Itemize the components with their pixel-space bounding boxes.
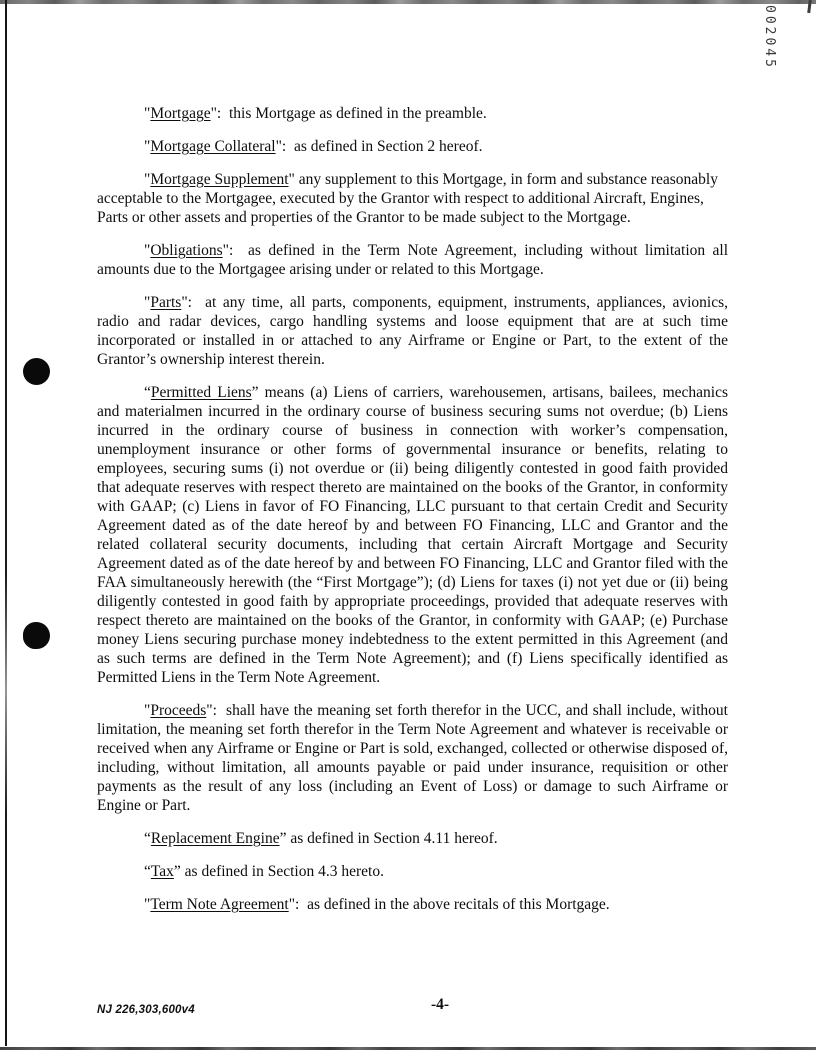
- close-quote: ": [222, 242, 229, 259]
- definition-text: : as defined in Section 2 hereof.: [281, 138, 483, 155]
- close-quote: ": [206, 702, 213, 719]
- definition-mortgage-collateral: [97, 137, 728, 156]
- definition-permitted-liens: [97, 383, 732, 687]
- defined-term: Permitted Liens: [150, 384, 252, 401]
- bates-stamp-number: 002045: [762, 5, 777, 70]
- open-quote: ": [144, 138, 151, 155]
- open-quote: ": [144, 896, 151, 913]
- close-quote: ": [288, 171, 295, 188]
- definition-text: : as defined in the Term Note Agreement, including without limitation all amounts due to the Mortgagee arising under or related to this Mortgage.: [97, 242, 732, 278]
- scanner-edge-top: [0, 0, 816, 4]
- document-body: [97, 104, 732, 914]
- close-quote: ": [210, 105, 217, 122]
- definition-text: any supplement to this Mortgage, in form and substance reasonably acceptable to the Mortgagee, executed by the Grantor with respect to additional Aircraft, Engines, Parts or other assets and properties of the Grantor to be made subject to the Mortgage.: [97, 171, 722, 226]
- definition-text: as defined in Section 4.3 hereto.: [180, 863, 384, 880]
- open-quote: “: [144, 830, 151, 847]
- close-quote: ": [181, 294, 188, 311]
- hole-punch-dot: [23, 358, 50, 385]
- open-quote: ": [144, 105, 151, 122]
- open-quote: ": [144, 294, 151, 311]
- scanner-edge-bottom: [0, 1047, 816, 1050]
- defined-term: Obligations: [150, 242, 223, 259]
- definition-text: as defined in Section 4.11 hereof.: [286, 830, 498, 847]
- definition-term-note-agreement: [97, 895, 728, 914]
- open-quote: ": [144, 242, 151, 259]
- scanner-corner-mark: [807, 0, 812, 13]
- defined-term: Mortgage Collateral: [150, 138, 276, 155]
- open-quote: ": [144, 171, 151, 188]
- defined-term: Replacement Engine: [150, 830, 280, 847]
- definition-text: : shall have the meaning set forth therefor in the UCC, and shall include, without limitation, the meaning set forth therefor in the Term Note Agreement and whatever is receivable or received when any Airframe or Engine or Part is sold, exchanged, collected or otherwise disposed of, including, without limitation, all amounts payable or paid under insurance, requisition or other payments as the result of any loss (including an Event of Loss) or damage to such Airframe or Engine or Part.: [97, 702, 732, 814]
- definition-mortgage-supplement: [97, 170, 728, 227]
- page-number: -4-: [430, 996, 450, 1013]
- definition-text: : at any time, all parts, components, equipment, instruments, appliances, avionics, radio and radar devices, cargo handling systems and loose equipment that are at such time incorporated or installed in or attached to any Airframe or Engine or Part, to the extent of the Grantor’s ownership interest therein.: [97, 294, 732, 368]
- defined-term: Tax: [150, 863, 174, 880]
- defined-term: Mortgage Supplement: [150, 171, 289, 188]
- open-quote: ": [144, 702, 151, 719]
- definition-parts: [97, 293, 732, 369]
- defined-term: Term Note Agreement: [150, 896, 289, 913]
- open-quote: “: [144, 384, 151, 401]
- defined-term: Parts: [150, 294, 182, 311]
- close-quote: ”: [251, 384, 259, 401]
- definition-obligations: [97, 241, 732, 279]
- definition-text: means (a) Liens of carriers, warehousemen, artisans, bailees, mechanics and materialmen incurred in the ordinary course of business securing sums not overdue; (b) Liens incurred in the ordinary course of business in connection with worker’s compensation, unemployment insurance or other forms of governmental insurance or benefits, relating to employees, securing sums (i) not overdue or (ii) being diligently contested in good faith provided that adequate reserves with respect thereto are maintained on the books of the Grantor, in conformity with GAAP; (c) Liens in favor of FO Financing, LLC pursuant to that certain Credit and Security Agreement dated as of the date hereof by and between FO Financing, LLC and Grantor and the related collateral security documents, including that certain Aircraft Mortgage and Security Agreement dated as of the date hereof by and between FO Financing, LLC and Grantor filed with the FAA simultaneously herewith (the “First Mortgage”); (d) Liens for taxes (i) not yet due or (ii) being diligently contested in good faith by appropriate proceedings, provided that adequate reserves with respect thereto are maintained on the books of the Grantor, in conformity with GAAP; (e) Purchase money Liens securing purchase money indebtedness to the extent permitted in this Agreement (and as such terms are defined in the Term Note Agreement); and (f) Liens specifically identified as Permitted Liens in the Term Note Agreement.: [97, 384, 732, 686]
- definition-text: : as defined in the above recitals of this Mortgage.: [295, 896, 610, 913]
- close-quote: ": [275, 138, 282, 155]
- definition-text: : this Mortgage as defined in the preamble.: [216, 105, 487, 122]
- open-quote: “: [144, 863, 151, 880]
- defined-term: Mortgage: [150, 105, 211, 122]
- definition-tax: [97, 862, 728, 881]
- close-quote: ”: [173, 863, 181, 880]
- definition-replacement-engine: [97, 829, 728, 848]
- scanner-edge-left: [5, 0, 7, 1046]
- hole-punch-dot: [23, 622, 50, 649]
- defined-term: Proceeds: [150, 702, 207, 719]
- document-reference-number: NJ 226,303,600v4: [97, 1004, 195, 1016]
- definition-mortgage: [97, 104, 728, 123]
- close-quote: ”: [279, 830, 287, 847]
- close-quote: ": [288, 896, 296, 913]
- definition-proceeds: [97, 701, 732, 815]
